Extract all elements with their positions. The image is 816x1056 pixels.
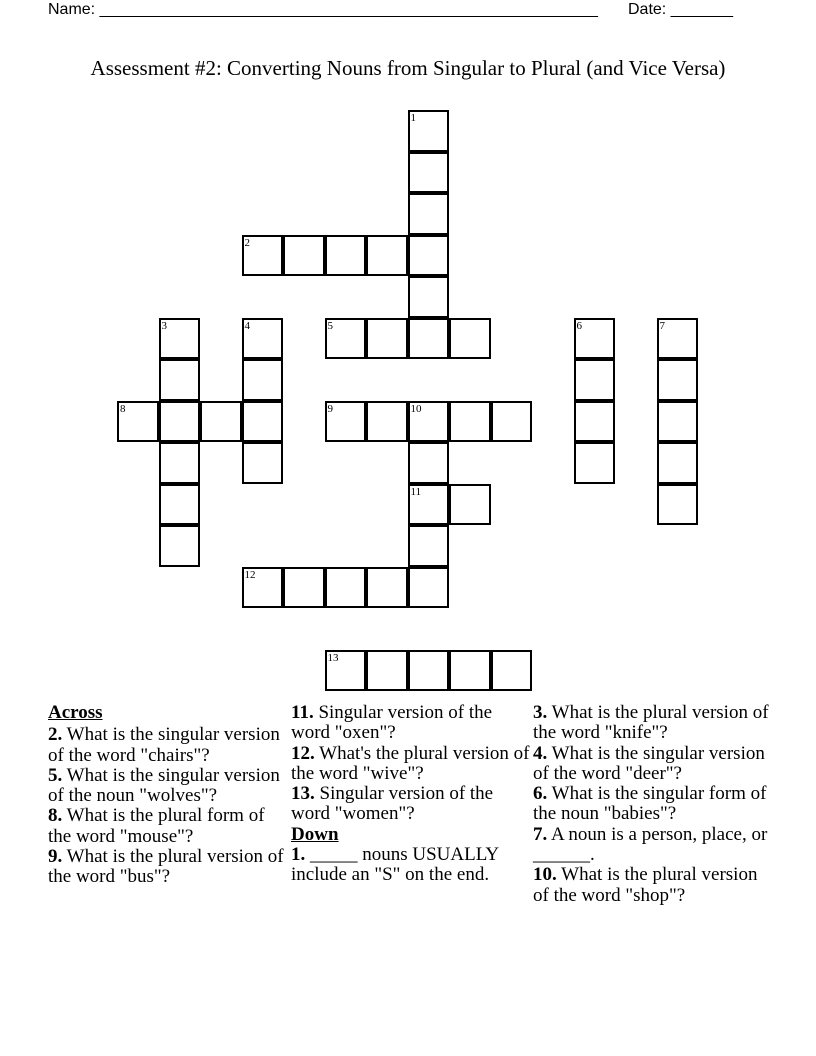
clue-number-label: 7 xyxy=(659,319,665,332)
clue-across-5: 5. What is the singular version of the noun "wolves"? xyxy=(48,764,280,807)
name-field-line[interactable]: Name: ________________________________________________________ xyxy=(48,1,598,18)
crossword-cell[interactable] xyxy=(159,525,201,567)
crossword-cell[interactable] xyxy=(283,235,325,277)
crossword-cell[interactable] xyxy=(449,484,491,526)
crossword-cell[interactable] xyxy=(366,650,408,692)
clue-number-label: 9 xyxy=(327,402,333,415)
crossword-cell[interactable] xyxy=(366,235,408,277)
clue-across-2: 2. What is the singular version of the word "chairs"? xyxy=(48,724,280,766)
clue-across-9: 9. What is the plural version of the word "bus"? xyxy=(48,846,284,888)
crossword-cell-5[interactable] xyxy=(325,318,367,360)
crossword-cell[interactable] xyxy=(242,401,284,443)
crossword-cell[interactable] xyxy=(408,318,450,360)
crossword-cell-6[interactable] xyxy=(574,318,616,360)
crossword-cell[interactable] xyxy=(657,401,699,443)
crossword-cell-9[interactable] xyxy=(325,401,367,443)
crossword-cell[interactable] xyxy=(449,401,491,443)
clue-across-8: 8. What is the plural form of the word "mouse"? xyxy=(48,805,265,847)
clue-across-11: 11. Singular version of the word "oxen"? xyxy=(291,702,493,744)
crossword-cell-11[interactable] xyxy=(408,484,450,526)
crossword-cell[interactable] xyxy=(159,484,201,526)
crossword-cell-13[interactable] xyxy=(325,650,367,692)
crossword-cell[interactable] xyxy=(283,567,325,609)
crossword-cell[interactable] xyxy=(408,276,450,318)
crossword-cell[interactable] xyxy=(159,359,201,401)
crossword-cell[interactable] xyxy=(408,650,450,692)
crossword-cell[interactable] xyxy=(491,650,533,692)
clue-down-6: 6. What is the singular form of the noun "babies"? xyxy=(533,783,767,825)
crossword-cell[interactable] xyxy=(449,650,491,692)
crossword-cell-12[interactable] xyxy=(242,567,284,609)
clue-down-4: 4. What is the singular version of the word "deer"? xyxy=(533,742,765,784)
crossword-cell[interactable] xyxy=(408,193,450,235)
crossword-cell[interactable] xyxy=(491,401,533,443)
clues-column-2 xyxy=(291,703,531,886)
crossword-cell[interactable] xyxy=(200,401,242,443)
clue-number-label: 2 xyxy=(244,236,250,249)
crossword-cell[interactable] xyxy=(159,401,201,443)
crossword-cell-2[interactable] xyxy=(242,235,284,277)
clue-number-label: 6 xyxy=(576,319,582,332)
crossword-cell[interactable] xyxy=(366,401,408,443)
clue-number-label: 11 xyxy=(410,485,422,498)
across-heading: Across xyxy=(48,702,103,723)
crossword-cell-10[interactable] xyxy=(408,401,450,443)
clues-column-1 xyxy=(48,703,288,888)
date-field-line[interactable]: Date: _______ xyxy=(628,1,733,18)
page-title: Assessment #2: Converting Nouns from Singular to Plural (and Vice Versa) xyxy=(90,56,726,80)
clue-number-label: 12 xyxy=(244,568,256,581)
crossword-cell[interactable] xyxy=(325,235,367,277)
crossword-cell-4[interactable] xyxy=(242,318,284,360)
clue-down-7: 7. A noun is a person, place, or ______. xyxy=(533,823,768,866)
crossword-cell[interactable] xyxy=(574,359,616,401)
crossword-cell-1[interactable] xyxy=(408,110,450,152)
clue-number-label: 8 xyxy=(120,402,126,415)
crossword-cell-3[interactable] xyxy=(159,318,201,360)
crossword-cell-7[interactable] xyxy=(657,318,699,360)
clue-number-label: 5 xyxy=(327,319,333,332)
crossword-cell[interactable] xyxy=(657,442,699,484)
clue-across-12: 12. What's the plural version of the word "wive"? xyxy=(291,742,530,784)
crossword-cell[interactable] xyxy=(408,152,450,194)
crossword-cell[interactable] xyxy=(408,525,450,567)
crossword-cell[interactable] xyxy=(159,442,201,484)
clue-down-3: 3. What is the plural version of the word "knife"? xyxy=(533,702,769,744)
crossword-cell[interactable] xyxy=(366,567,408,609)
crossword-cell[interactable] xyxy=(657,484,699,526)
clue-number-label: 10 xyxy=(410,402,422,415)
crossword-cell[interactable] xyxy=(325,567,367,609)
crossword-cell[interactable] xyxy=(574,442,616,484)
crossword-cell[interactable] xyxy=(242,359,284,401)
crossword-cell[interactable] xyxy=(408,235,450,277)
crossword-cell[interactable] xyxy=(408,567,450,609)
crossword-cell[interactable] xyxy=(657,359,699,401)
crossword-cell-8[interactable] xyxy=(117,401,159,443)
clue-number-label: 1 xyxy=(410,112,416,124)
clue-down-1: 1. _____ nouns USUALLY include an "S" on the end. xyxy=(291,844,499,886)
clues-column-3 xyxy=(533,703,773,906)
crossword-cell[interactable] xyxy=(242,442,284,484)
clue-number-label: 4 xyxy=(244,319,250,332)
crossword-cell[interactable] xyxy=(574,401,616,443)
clue-number-label: 13 xyxy=(327,651,339,664)
clue-across-13: 13. Singular version of the word "women"? xyxy=(291,783,494,825)
crossword-cell[interactable] xyxy=(366,318,408,360)
crossword-cell[interactable] xyxy=(408,442,450,484)
crossword-cell[interactable] xyxy=(449,318,491,360)
clue-down-10: 10. What is the plural version of the word "shop"? xyxy=(533,864,758,906)
down-heading: Down xyxy=(291,823,339,845)
clue-number-label: 3 xyxy=(161,319,167,332)
